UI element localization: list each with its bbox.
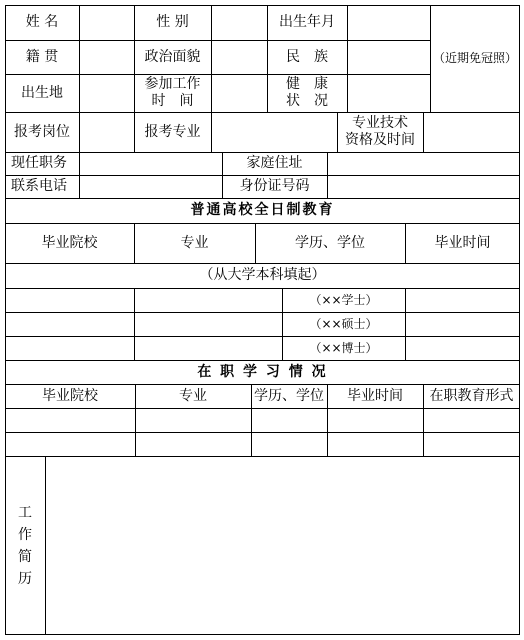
- fulltime-major-field[interactable]: [134, 312, 282, 336]
- inservice-school-field[interactable]: [5, 408, 135, 432]
- health-label: 健 康 状 况: [286, 76, 328, 109]
- birth-date-label: 出生年月: [279, 14, 335, 30]
- fulltime-school-field[interactable]: [5, 336, 134, 360]
- fulltime-col-degree: 学历、学位: [295, 234, 365, 251]
- current-job-field[interactable]: [79, 152, 222, 175]
- work-start-field[interactable]: [211, 74, 267, 112]
- fulltime-col-grad-date: 毕业时间: [434, 234, 491, 251]
- fulltime-school-field[interactable]: [5, 288, 134, 312]
- work-resume-char: 简: [18, 548, 32, 565]
- home-address-label: 家庭住址: [246, 155, 303, 171]
- inservice-col-school: 毕业院校: [42, 387, 98, 404]
- fulltime-date-field[interactable]: [405, 288, 520, 312]
- fulltime-date-field[interactable]: [405, 336, 520, 360]
- birthplace-field[interactable]: [79, 74, 134, 112]
- health-field[interactable]: [347, 74, 430, 112]
- name-label: 姓 名: [25, 14, 59, 30]
- inservice-col-major: 专业: [179, 387, 207, 404]
- inservice-date-field[interactable]: [327, 432, 423, 456]
- fulltime-degree-master[interactable]: （××硕士）: [309, 316, 378, 331]
- work-resume-label: [5, 456, 45, 635]
- political-status-field[interactable]: [211, 40, 267, 74]
- work-resume-char: 作: [18, 526, 32, 543]
- fulltime-degree-bachelor[interactable]: （××学士）: [309, 292, 378, 307]
- gender-label: 性 别: [156, 14, 189, 30]
- fulltime-major-field[interactable]: [134, 288, 282, 312]
- phone-field[interactable]: [79, 175, 222, 198]
- fulltime-note: （从大学本科填起）: [199, 267, 326, 283]
- inservice-degree-field[interactable]: [251, 432, 327, 456]
- native-place-field[interactable]: [79, 40, 134, 74]
- fulltime-school-field[interactable]: [5, 312, 134, 336]
- gender-field[interactable]: [211, 5, 267, 40]
- applied-position-field[interactable]: [79, 112, 134, 152]
- fulltime-col-major: 专业: [180, 234, 209, 251]
- political-status-label: 政治面貌: [144, 48, 201, 65]
- ethnicity-label: 民 族: [286, 48, 328, 65]
- inservice-major-field[interactable]: [135, 432, 251, 456]
- inservice-form-field[interactable]: [423, 432, 520, 456]
- fulltime-degree-doctor[interactable]: （××博士）: [309, 340, 378, 355]
- applied-major-label: 报考专业: [144, 123, 201, 140]
- current-job-label: 现任职务: [11, 155, 67, 171]
- ethnicity-field[interactable]: [347, 40, 430, 74]
- id-number-field[interactable]: [327, 175, 520, 198]
- inservice-col-grad-date: 毕业时间: [347, 387, 403, 404]
- birth-date-field[interactable]: [347, 5, 430, 40]
- fulltime-education-title: 普通高校全日制教育: [190, 202, 335, 218]
- photo-placeholder[interactable]: （近期免冠照）: [432, 51, 517, 65]
- work-resume-char: 历: [18, 570, 32, 587]
- applied-major-field[interactable]: [211, 112, 337, 152]
- name-field[interactable]: [79, 5, 134, 40]
- inservice-education-title: 在 职 学 习 情 况: [197, 363, 328, 380]
- applied-position-label: 报考岗位: [14, 123, 70, 140]
- id-number-label: 身份证号码: [239, 178, 310, 194]
- inservice-col-degree: 学历、学位: [254, 387, 324, 404]
- inservice-date-field[interactable]: [327, 408, 423, 432]
- inservice-col-form: 在职教育形式: [429, 387, 514, 404]
- fulltime-col-school: 毕业院校: [41, 234, 98, 251]
- fulltime-date-field[interactable]: [405, 312, 520, 336]
- inservice-school-field[interactable]: [5, 432, 135, 456]
- phone-label: 联系电话: [11, 178, 67, 194]
- birthplace-label: 出生地: [21, 84, 63, 101]
- inservice-form-field[interactable]: [423, 408, 520, 432]
- work-resume-field[interactable]: [45, 456, 520, 635]
- inservice-major-field[interactable]: [135, 408, 251, 432]
- native-place-label: 籍 贯: [25, 48, 59, 65]
- work-resume-char: 工: [18, 504, 32, 521]
- inservice-degree-field[interactable]: [251, 408, 327, 432]
- fulltime-major-field[interactable]: [134, 336, 282, 360]
- qualification-field[interactable]: [423, 112, 520, 152]
- work-start-label: 参加工作 时 间: [144, 76, 201, 109]
- qualification-label: 专业技术 资格及时间: [345, 115, 415, 148]
- home-address-field[interactable]: [327, 152, 520, 175]
